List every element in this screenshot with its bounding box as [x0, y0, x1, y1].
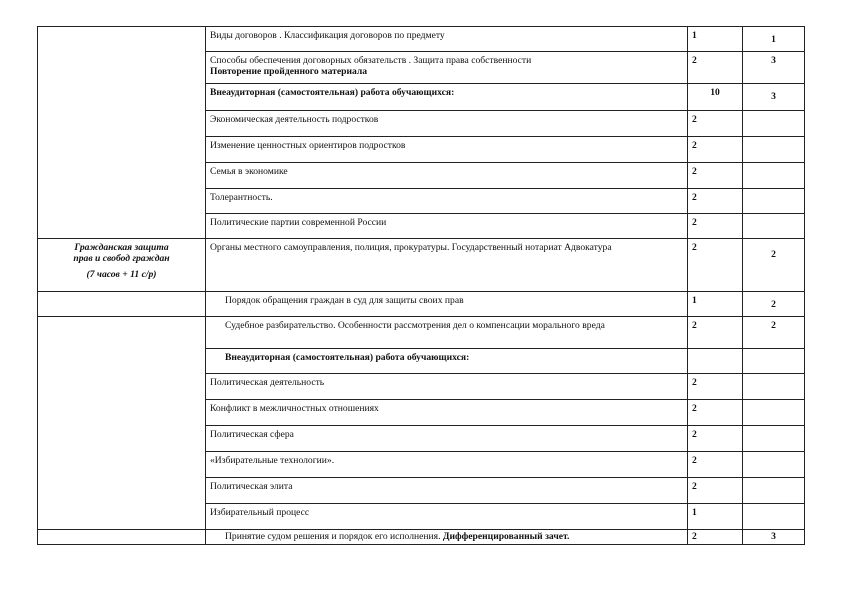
hours-cell: 2: [688, 137, 743, 163]
hours-cell: 2: [688, 111, 743, 137]
hours-cell: 1: [688, 292, 743, 317]
level-cell: [743, 163, 805, 189]
topic-cell: Политические партии современной России: [206, 214, 688, 239]
topic-text: Способы обеспечения договорных обязательств . Защита права собственности: [210, 55, 532, 66]
topic-cell: Семья в экономике: [206, 163, 688, 189]
hours-cell: 2: [688, 374, 743, 400]
topic-cell: Политическая деятельность: [206, 374, 688, 400]
hours-cell: 2: [688, 478, 743, 504]
topic-cell: Политическая сфера: [206, 426, 688, 452]
level-cell: [743, 214, 805, 239]
topic-cell: Изменение ценностных ориентиров подростков: [206, 137, 688, 163]
level-cell: 1: [743, 27, 805, 52]
section-cell-empty: [38, 530, 206, 545]
topic-cell: Конфликт в межличностных отношениях: [206, 400, 688, 426]
hours-cell: 1: [688, 504, 743, 530]
topic-cell: «Избирательные технологии».: [206, 452, 688, 478]
table-row: [38, 239, 805, 292]
table-row: [38, 530, 805, 545]
section-cell-empty: [38, 317, 206, 530]
hours-cell: 2: [688, 189, 743, 214]
hours-cell: 2: [688, 317, 743, 349]
topic-subtext: Повторение пройденного материала: [210, 66, 368, 77]
section-title-cell: [38, 239, 206, 292]
topic-cell: Избирательный процесс: [206, 504, 688, 530]
level-cell: [743, 478, 805, 504]
level-cell: 2: [743, 292, 805, 317]
level-cell: [743, 504, 805, 530]
section-hours-note: (7 часов + 11 с/р): [86, 269, 157, 280]
level-cell: [743, 400, 805, 426]
topic-cell: Экономическая деятельность подростков: [206, 111, 688, 137]
hours-cell: 2: [688, 452, 743, 478]
level-cell: 2: [743, 317, 805, 349]
level-cell: [743, 426, 805, 452]
topic-cell: Органы местного самоуправления, полиция, прокуратуры. Государственный нотариат Адвокатура: [206, 239, 688, 292]
hours-cell: 2: [688, 530, 743, 545]
topic-cell: Внеаудиторная (самостоятельная) работа обучающихся:: [206, 349, 688, 374]
hours-cell: 2: [688, 163, 743, 189]
hours-cell: 2: [688, 239, 743, 292]
table-row: [38, 317, 805, 349]
table-row: [38, 27, 805, 52]
level-cell: [743, 137, 805, 163]
topic-cell: Толерантность.: [206, 189, 688, 214]
topic-cell: Внеаудиторная (самостоятельная) работа обучающихся:: [206, 84, 688, 111]
curriculum-table: [37, 26, 805, 545]
topic-cell: [206, 530, 688, 545]
section-cell-empty: [38, 292, 206, 317]
level-cell: [743, 111, 805, 137]
hours-cell: 2: [688, 400, 743, 426]
hours-cell: 10: [688, 84, 743, 111]
hours-cell: [688, 349, 743, 374]
level-cell: 2: [743, 239, 805, 292]
level-cell: 3: [743, 530, 805, 545]
level-cell: 3: [743, 52, 805, 84]
level-cell: 3: [743, 84, 805, 111]
topic-text: Принятие судом решения и порядок его исполнения.: [225, 531, 441, 542]
topic-cell: Виды договоров . Классификация договоров по предмету: [206, 27, 688, 52]
section-title-line1: Гражданская защита: [74, 242, 169, 253]
topic-cell: Политическая элита: [206, 478, 688, 504]
level-cell: [743, 349, 805, 374]
level-cell: [743, 189, 805, 214]
table-row: [38, 292, 805, 317]
section-title-line2: прав и свобод граждан: [73, 253, 170, 264]
section-cell-empty: [38, 27, 206, 239]
topic-cell: [206, 52, 688, 84]
hours-cell: 2: [688, 426, 743, 452]
topic-cell: Порядок обращения граждан в суд для защиты своих прав: [206, 292, 688, 317]
topic-bold-text: Дифференцированный зачет.: [440, 531, 570, 542]
level-cell: [743, 374, 805, 400]
hours-cell: 1: [688, 27, 743, 52]
hours-cell: 2: [688, 52, 743, 84]
topic-cell: Судебное разбирательство. Особенности рассмотрения дел о компенсации морального вреда: [206, 317, 688, 349]
level-cell: [743, 452, 805, 478]
hours-cell: 2: [688, 214, 743, 239]
